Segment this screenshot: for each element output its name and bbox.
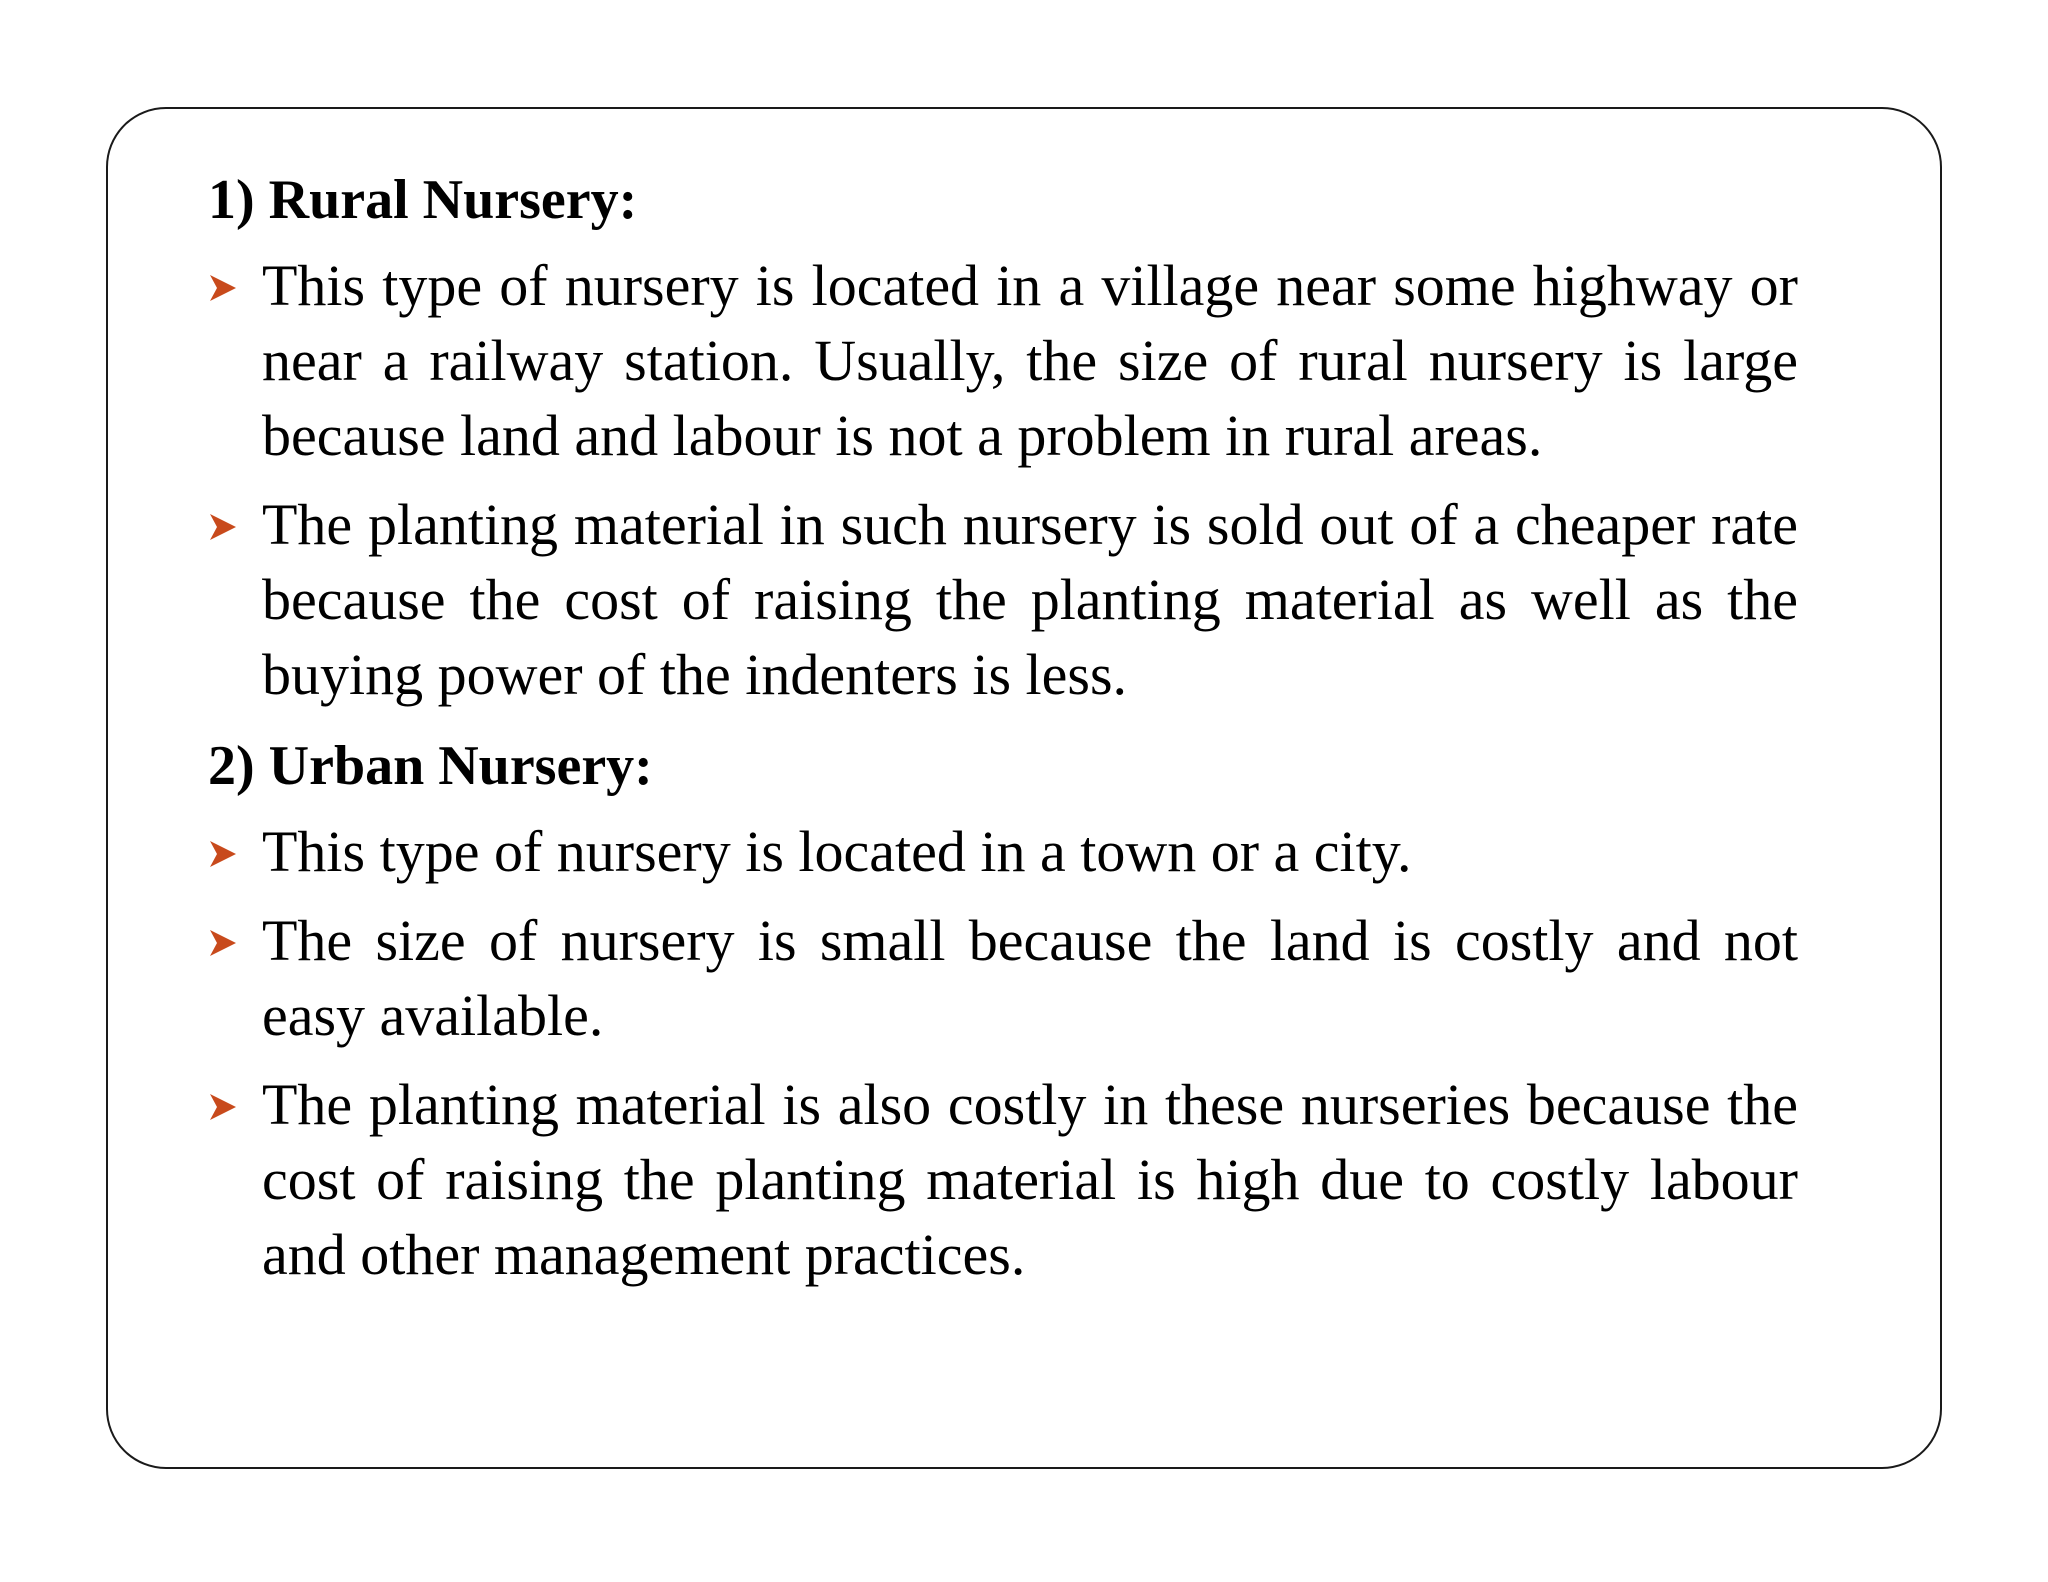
list-item-text: This type of nursery is located in a village near some highway or near a railway station. Usually, the size of rural nursery is large because land and labour is not a problem in rural areas. xyxy=(262,253,1798,468)
arrowhead-bullet-icon xyxy=(208,512,238,542)
list-item xyxy=(208,814,1798,889)
list-item-text: The planting material in such nursery is sold out of a cheaper rate because the cost of raising the planting material as well as the buying power of the indenters is less. xyxy=(262,492,1798,707)
list-item xyxy=(208,487,1798,712)
list-item-text: The size of nursery is small because the land is costly and not easy available. xyxy=(262,908,1798,1048)
arrowhead-bullet-icon xyxy=(208,273,238,303)
list-item-text: The planting material is also costly in these nurseries because the cost of raising the planting material is high due to costly labour and other management practices. xyxy=(262,1072,1798,1287)
arrowhead-bullet-icon xyxy=(208,839,238,869)
slide-content xyxy=(208,160,1798,1306)
arrowhead-bullet-icon xyxy=(208,1092,238,1122)
arrowhead-bullet-icon xyxy=(208,928,238,958)
heading-rural-nursery: 1) Rural Nursery: xyxy=(208,169,638,231)
list-item-text: This type of nursery is located in a town or a city. xyxy=(262,819,1412,884)
list-item xyxy=(208,903,1798,1053)
list-item xyxy=(208,248,1798,473)
list-item xyxy=(208,1067,1798,1292)
heading-urban-nursery: 2) Urban Nursery: xyxy=(208,735,653,797)
